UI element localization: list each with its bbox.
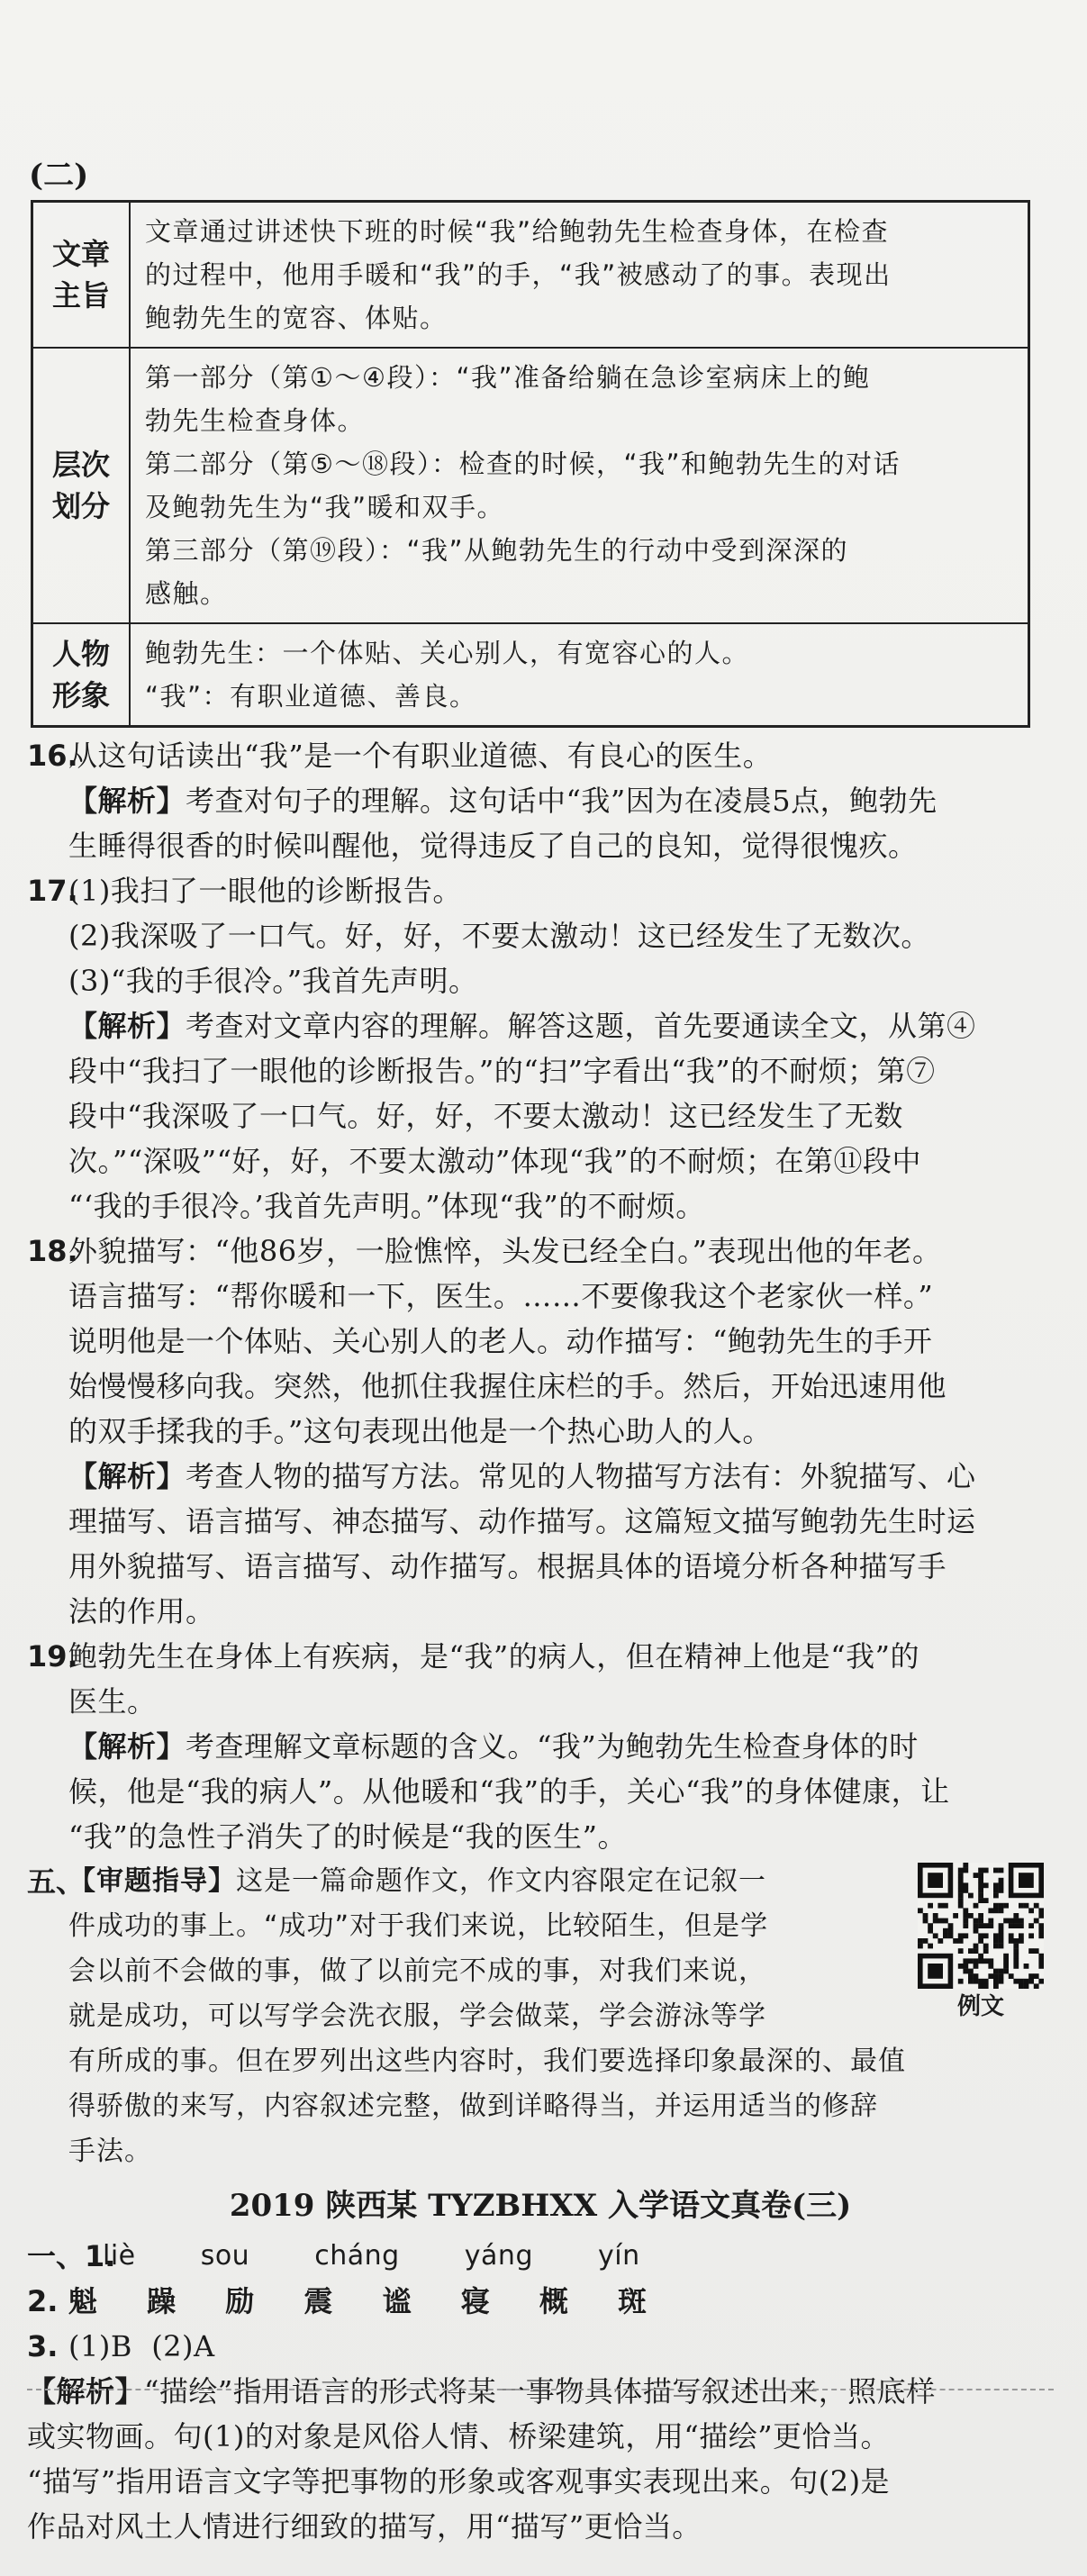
answer-line — [68, 1364, 1054, 1409]
essay-line — [68, 1904, 915, 1949]
summary-table — [31, 200, 1030, 728]
answer-text: 法的作用。 — [68, 1594, 215, 1628]
row-heading-line: 人物 — [51, 637, 110, 671]
answer-text: 生睡得很香的时候叫醒他，觉得违反了自己的良知，觉得很愧疚。 — [68, 829, 918, 863]
answer-item — [27, 1229, 1054, 1634]
answer-line — [68, 1409, 1054, 1454]
essay-text: 有所成的事。但在罗列出这些内容时，我们要选择印象最深的、最值 — [68, 2045, 906, 2077]
answer-line — [68, 733, 1054, 778]
analysis-tag: 【解析】 — [68, 1009, 186, 1043]
exam-answer-text: liè sou cháng yáng yín — [103, 2240, 640, 2272]
answer-number: 19. — [27, 1639, 78, 1673]
qr-code-icon[interactable] — [918, 1863, 1044, 1989]
essay-text: 这是一篇命题作文，作文内容限定在记叙一 — [236, 1865, 766, 1897]
answer-line — [68, 1274, 1054, 1319]
exam-answer-text: (1)B (2)A — [68, 2329, 215, 2363]
answer-item — [27, 868, 1054, 1229]
exam-analysis — [27, 2369, 1054, 2549]
row-heading — [32, 348, 131, 623]
analysis-tag: 【解析】 — [68, 784, 186, 818]
answer-text: 考查理解文章标题的含义。“我”为鲍勃先生检查身体的时 — [186, 1729, 919, 1764]
essay-line — [68, 1949, 915, 1994]
answer-line — [68, 1499, 1054, 1544]
row-body-line: 及鲍勃先生为“我”暖和双手。 — [145, 492, 505, 522]
answer-line — [68, 1679, 1054, 1724]
answer-text: 段中“我深吸了一口气。好，好，不要太激动！这已经发生了无数 — [68, 1099, 903, 1133]
answer-line — [68, 1634, 1054, 1679]
essay-line — [68, 2039, 1059, 2084]
answer-line — [68, 958, 1054, 1003]
answer-text: 外貌描写：“他86岁，一脸憔悴，头发已经全白。”表现出他的年老。 — [68, 1234, 942, 1268]
row-body-line: 第三部分（第⑲段）：“我”从鲍勃先生的行动中受到深深的 — [145, 535, 849, 566]
answer-text: 理描写、语言描写、神态描写、动作描写。这篇短文描写鲍勃先生时运 — [68, 1504, 976, 1538]
exam-analysis-line — [27, 2369, 1054, 2414]
answer-text: (3)“我的手很冷。”我首先声明。 — [68, 964, 478, 998]
summary-row — [32, 623, 1029, 727]
row-body-line: 第二部分（第⑤～⑱段）：检查的时候，“我”和鲍勃先生的对话 — [145, 449, 901, 479]
answer-line — [68, 868, 1054, 913]
answer-text: 鲍勃先生在身体上有疾病，是“我”的病人，但在精神上他是“我”的 — [68, 1639, 919, 1673]
exam-analysis-line — [27, 2504, 1054, 2549]
analysis-tag: 【解析】 — [68, 1459, 186, 1493]
essay-line — [68, 1994, 915, 2039]
dashed-divider — [27, 2389, 1054, 2390]
answer-line — [68, 1814, 1054, 1859]
row-body-line: 感触。 — [145, 578, 228, 609]
essay-text: 件成功的事上。“成功”对于我们来说，比较陌生，但是学 — [68, 1910, 769, 1942]
answer-line — [68, 1184, 1054, 1229]
summary-row — [32, 348, 1029, 623]
answer-text: 考查人物的描写方法。常见的人物描写方法有：外貌描写、心 — [186, 1459, 976, 1493]
answer-line — [68, 1724, 1054, 1769]
answer-line — [68, 778, 1054, 823]
exam-answer-item — [27, 2234, 1054, 2279]
row-body — [130, 348, 1029, 623]
row-body-line: 文章通过讲述快下班的时候“我”给鲍勃先生检查身体，在检查 — [145, 216, 890, 247]
answer-text: (2)我深吸了一口气。好，好，不要太激动！这已经发生了无数次。 — [68, 919, 930, 953]
essay-line — [68, 2084, 1059, 2129]
answer-line — [68, 913, 1054, 958]
exam-analysis-line — [27, 2459, 1054, 2504]
answer-line — [68, 1319, 1054, 1364]
answer-text: 从这句话读出“我”是一个有职业道德、有良心的医生。 — [68, 739, 773, 773]
answer-line — [68, 823, 1054, 868]
exam-answer-number: 一、1. — [27, 2239, 116, 2273]
row-body-line: 鲍勃先生：一个体贴、关心别人，有宽容心的人。 — [145, 638, 750, 668]
row-body-line: “我”：有职业道德、善良。 — [145, 681, 477, 712]
row-body-line: 鲍勃先生的宽容、体贴。 — [145, 303, 448, 333]
row-body-line: 的过程中，他用手暖和“我”的手，“我”被感动了的事。表现出 — [145, 259, 892, 290]
exam-answer-number: 3. — [27, 2329, 59, 2363]
answer-text: 的双手揉我的手。”这句表现出他是一个热心助人的人。 — [68, 1414, 772, 1448]
answer-line — [68, 1138, 1054, 1184]
row-heading-line: 文章 — [51, 237, 110, 271]
answer-item — [27, 1634, 1054, 1859]
essay-guide-tag: 【审题指导】 — [68, 1865, 236, 1897]
answer-text: 考查对句子的理解。这句话中“我”因为在凌晨5点，鲍勃先 — [186, 784, 938, 818]
row-heading — [32, 202, 131, 349]
exam-answer-item — [27, 2324, 1054, 2369]
essay-line — [68, 1859, 915, 1904]
row-heading-line: 形象 — [51, 678, 110, 712]
exam-analysis-text: “描绘”指用语言的形式将某一事物具体描写叙述出来，照底样 — [144, 2374, 936, 2408]
answer-item — [27, 733, 1054, 868]
answer-text: 考查对文章内容的理解。解答这题，首先要通读全文，从第④ — [186, 1009, 976, 1043]
essay-text: 得骄傲的来写，内容叙述完整，做到详略得当，并运用适当的修辞 — [68, 2091, 878, 2122]
answer-text: 段中“我扫了一眼他的诊断报告。”的“扫”字看出“我”的不耐烦；第⑦ — [68, 1054, 936, 1088]
answer-text: 用外貌描写、语言描写、动作描写。根据具体的语境分析各种描写手 — [68, 1549, 947, 1583]
answer-line — [68, 1048, 1054, 1093]
section-label: (二) — [29, 158, 89, 194]
row-body-line: 勃先生检查身体。 — [145, 405, 366, 436]
essay-text: 会以前不会做的事，做了以前完不成的事，对我们来说， — [68, 1955, 766, 1987]
answer-line — [68, 1093, 1054, 1138]
row-body — [130, 623, 1029, 727]
exam-analysis-text: 作品对风土人情进行细致的描写，用“描写”更恰当。 — [27, 2509, 702, 2544]
analysis-tag: 【解析】 — [27, 2374, 145, 2408]
essay-guidance — [27, 1859, 1054, 2174]
answer-text: 候，他是“我的病人”。从他暖和“我”的手，关心“我”的身体健康，让 — [68, 1774, 950, 1809]
exam-analysis-line — [27, 2414, 1054, 2459]
exam-answer-list — [27, 2234, 1054, 2369]
exam-title: 2019 陕西某 TYZBHXX 入学语文真卷(三) — [229, 2188, 852, 2224]
essay-text: 就是成功，可以写学会洗衣服，学会做菜，学会游泳等学 — [68, 2000, 766, 2032]
answer-text: 语言描写：“帮你暖和一下，医生。……不要像我这个老家伙一样。” — [68, 1279, 934, 1313]
answer-line — [68, 1229, 1054, 1274]
exam-answer-item — [27, 2279, 1054, 2324]
answer-line — [68, 1544, 1054, 1589]
answer-text: “‘我的手很冷。’我首先声明。”体现“我”的不耐烦。 — [68, 1189, 705, 1223]
answer-number: 18. — [27, 1234, 78, 1268]
answer-line — [68, 1769, 1054, 1814]
qr-code-block[interactable] — [913, 1863, 1048, 2025]
exam-answer-text: 魁 躁 励 震 谧 寝 概 斑 — [68, 2284, 666, 2318]
row-body-line: 第一部分（第①～④段）：“我”准备给躺在急诊室病床上的鲍 — [145, 362, 871, 393]
row-heading-line: 层次 — [51, 448, 110, 482]
essay-number: 五、 — [27, 1864, 86, 1899]
answer-number: 17. — [27, 874, 78, 908]
exam-analysis-text: “描写”指用语言文字等把事物的形象或客观事实表现出来。句(2)是 — [27, 2464, 891, 2499]
qr-label: 例文 — [956, 1993, 1004, 2020]
answer-line — [68, 1454, 1054, 1499]
answer-text: 医生。 — [68, 1684, 157, 1719]
essay-line — [68, 2129, 1059, 2174]
answer-text: 次。”“深吸”“好，好，不要太激动”体现“我”的不耐烦；在第⑪段中 — [68, 1144, 922, 1178]
answer-line — [68, 1589, 1054, 1634]
answer-text: 说明他是一个体贴、关心别人的老人。动作描写：“鲍勃先生的手开 — [68, 1324, 933, 1358]
answer-text: 始慢慢移向我。突然，他抓住我握住床栏的手。然后，开始迅速用他 — [68, 1369, 947, 1403]
essay-text: 手法。 — [68, 2136, 152, 2167]
row-heading — [32, 623, 131, 727]
analysis-tag: 【解析】 — [68, 1729, 186, 1764]
page-content — [27, 155, 1054, 2549]
summary-row — [32, 202, 1029, 349]
answer-line — [68, 1003, 1054, 1048]
exam-answer-number: 2. — [27, 2284, 59, 2318]
row-heading-line: 划分 — [51, 489, 110, 523]
answer-list — [27, 733, 1054, 1859]
answer-text: (1)我扫了一眼他的诊断报告。 — [68, 874, 462, 908]
row-heading-line: 主旨 — [51, 278, 110, 313]
row-body — [130, 202, 1029, 349]
exam-analysis-text: 或实物画。句(1)的对象是风俗人情、桥梁建筑，用“描绘”更恰当。 — [27, 2419, 891, 2454]
answer-text: “我”的急性子消失了的时候是“我的医生”。 — [68, 1819, 627, 1854]
answer-number: 16. — [27, 739, 78, 773]
